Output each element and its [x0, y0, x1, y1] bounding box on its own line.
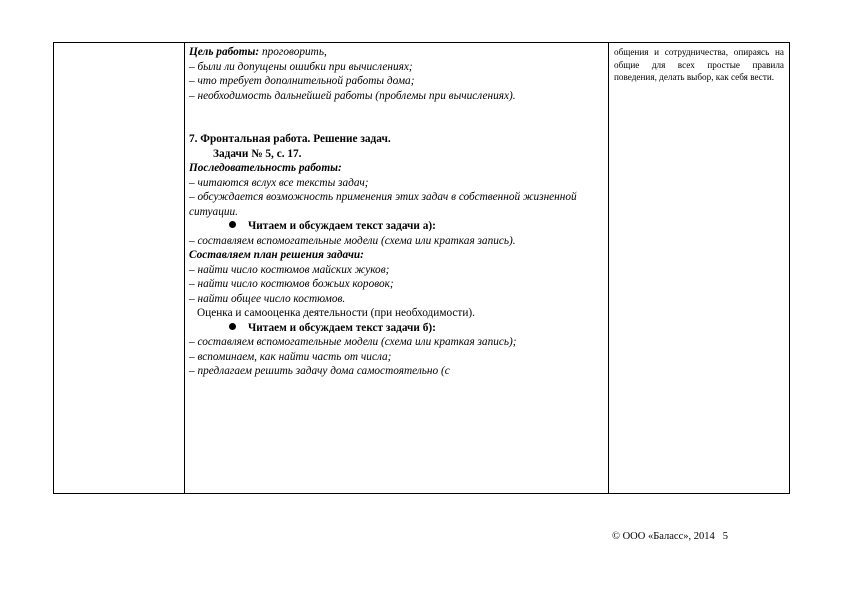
plan-item: – найти общее число костюмов. — [189, 292, 346, 305]
page-footer — [612, 531, 728, 542]
task-a-item: – составляем вспомогательные модели (схема или краткая запись). — [189, 234, 516, 247]
task-b-item: – составляем вспомогательные модели (схема или краткая запись); — [189, 336, 517, 348]
right-column-cell — [609, 43, 790, 494]
right-column-text: общения и сотрудничества, опираясь на общие для всех простые правила поведения, делать выбор, как себя вести. — [614, 47, 784, 83]
task-b-item: – предлагаем решить задачу дома самостоятельно (с — [189, 365, 450, 377]
section-heading: 7. Фронтальная работа. Решение задач. — [189, 133, 391, 145]
lesson-table — [53, 42, 790, 494]
bullet-task-a-text: Читаем и обсуждаем текст задачи а): — [248, 220, 436, 232]
plan-item: – найти число костюмов божьих коровок; — [189, 278, 394, 290]
plan-item: – найти число костюмов майских жуков; — [189, 263, 390, 276]
bullet-task-a — [189, 219, 604, 234]
sequence-label: Последовательность работы: — [189, 162, 342, 174]
goal-value: проговорить, — [261, 46, 327, 58]
copyright-text: © ООО «Баласс», 2014 — [612, 531, 715, 542]
bullet-icon — [229, 221, 236, 228]
middle-column-cell — [185, 43, 609, 494]
task-b-item: – вспоминаем, как найти часть от числа; — [189, 350, 392, 363]
goal-line — [189, 45, 604, 60]
bullet-icon — [229, 323, 236, 330]
left-column-cell — [54, 43, 185, 494]
page-number: 5 — [722, 531, 728, 542]
table-row — [54, 43, 790, 494]
bullet-task-b-text: Читаем и обсуждаем текст задачи б): — [248, 321, 436, 334]
goal-label: Цель работы: — [189, 46, 260, 58]
plan-label: Составляем план решения задачи: — [189, 249, 364, 261]
sequence-item: – обсуждается возможность применения этих задач в собственной жизненной ситуации. — [189, 191, 577, 218]
goal-item: – что требует дополнительной работы дома; — [189, 75, 415, 87]
tasks-reference: Задачи № 5, с. 17. — [213, 147, 302, 160]
bullet-task-b — [189, 321, 604, 336]
sequence-item: – читаются вслух все тексты задач; — [189, 176, 369, 189]
goal-item: – необходимость дальнейшей работы (проблемы при вычислениях). — [189, 89, 516, 102]
assessment-line: Оценка и самооценка деятельности (при необходимости). — [197, 307, 476, 319]
goal-item: – были ли допущены ошибки при вычислениях; — [189, 60, 413, 73]
